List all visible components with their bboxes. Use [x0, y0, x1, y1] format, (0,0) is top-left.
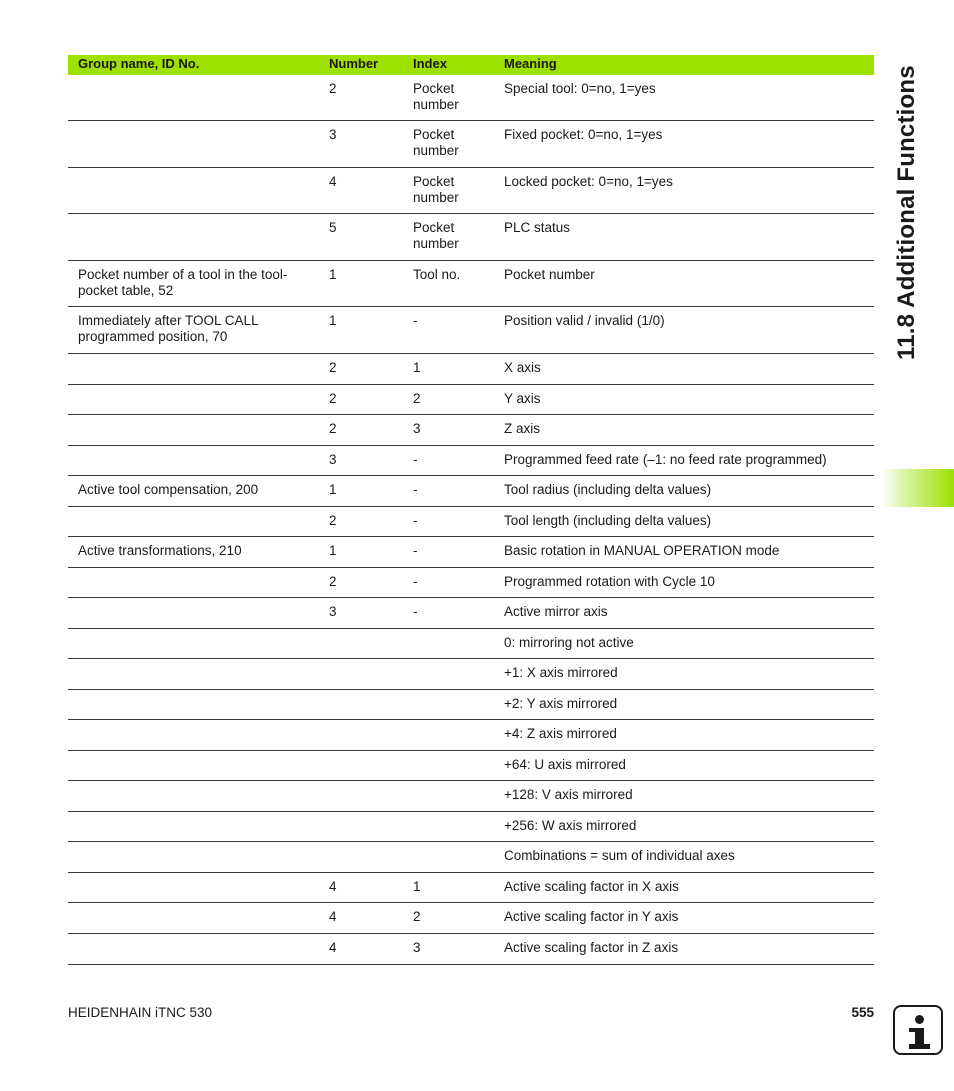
cell-meaning: +2: Y axis mirrored	[504, 696, 618, 711]
cell-number: 1	[329, 267, 337, 282]
cell-index: Pocket number	[413, 174, 459, 205]
table-row	[68, 121, 874, 168]
cell-meaning: Active scaling factor in Y axis	[504, 909, 679, 924]
table-row	[68, 903, 874, 934]
table-row	[68, 385, 874, 415]
table-body	[68, 75, 874, 965]
table-row	[68, 690, 874, 720]
cell-meaning: 0: mirroring not active	[504, 635, 634, 650]
header-number: Number	[329, 56, 379, 71]
cell-meaning: Programmed feed rate (–1: no feed rate programmed)	[504, 452, 827, 467]
table-row	[68, 629, 874, 659]
cell-index: 3	[413, 421, 421, 436]
table-row	[68, 446, 874, 476]
cell-meaning: Basic rotation in MANUAL OPERATION mode	[504, 543, 780, 558]
cell-number: 4	[329, 940, 337, 955]
cell-index: -	[413, 513, 418, 528]
cell-number: 4	[329, 879, 337, 894]
chapter-tab-marker	[882, 469, 954, 507]
cell-index: 2	[413, 909, 421, 924]
cell-index: -	[413, 482, 418, 497]
cell-meaning: +128: V axis mirrored	[504, 787, 633, 802]
table-row	[68, 214, 874, 261]
cell-number: 3	[329, 604, 337, 619]
cell-meaning: Special tool: 0=no, 1=yes	[504, 81, 656, 96]
cell-number: 1	[329, 313, 337, 328]
cell-meaning: Z axis	[504, 421, 541, 436]
table-row	[68, 537, 874, 568]
cell-number: 2	[329, 574, 337, 589]
cell-index: 1	[413, 360, 421, 375]
cell-index: 1	[413, 879, 421, 894]
cell-index: Pocket number	[413, 220, 459, 251]
header-group-name: Group name, ID No.	[78, 56, 200, 71]
header-meaning: Meaning	[504, 56, 557, 71]
footer-product: HEIDENHAIN iTNC 530	[68, 1005, 213, 1020]
cell-meaning: Locked pocket: 0=no, 1=yes	[504, 174, 673, 189]
cell-number: 2	[329, 421, 337, 436]
table-row	[68, 507, 874, 537]
table-row	[68, 781, 874, 812]
parameter-table	[68, 55, 874, 965]
cell-meaning: Y axis	[504, 391, 541, 406]
cell-number: 2	[329, 81, 337, 96]
table-row	[68, 568, 874, 598]
cell-number: 3	[329, 127, 337, 142]
cell-number: 1	[329, 482, 337, 497]
cell-index: -	[413, 574, 418, 589]
cell-number: 4	[329, 174, 337, 189]
table-row	[68, 261, 874, 307]
cell-meaning: +64: U axis mirrored	[504, 757, 626, 772]
cell-meaning: Combinations = sum of individual axes	[504, 848, 735, 863]
table-row	[68, 720, 874, 751]
cell-meaning: Active scaling factor in Z axis	[504, 940, 679, 955]
cell-index: 3	[413, 940, 421, 955]
table-row	[68, 168, 874, 214]
cell-meaning: Active scaling factor in X axis	[504, 879, 679, 894]
cell-number: 4	[329, 909, 337, 924]
cell-meaning: +4: Z axis mirrored	[504, 726, 617, 741]
cell-number: 1	[329, 543, 337, 558]
cell-group-name: Active transformations, 210	[78, 543, 242, 558]
cell-number: 5	[329, 220, 337, 235]
chapter-title-text: 11.8 Additional Functions	[893, 65, 920, 360]
cell-meaning: Tool length (including delta values)	[504, 513, 712, 528]
cell-meaning: X axis	[504, 360, 541, 375]
cell-index: -	[413, 604, 418, 619]
table-row	[68, 934, 874, 965]
cell-meaning: Tool radius (including delta values)	[504, 482, 712, 497]
cell-meaning: Programmed rotation with Cycle 10	[504, 574, 715, 589]
cell-number: 2	[329, 360, 337, 375]
table-header	[68, 55, 874, 75]
cell-index: 2	[413, 391, 421, 406]
cell-index: Pocket number	[413, 81, 459, 112]
cell-index: -	[413, 543, 418, 558]
cell-group-name: Pocket number of a tool in the tool-pocket table, 52	[78, 267, 288, 298]
table-row	[68, 873, 874, 903]
cell-number: 2	[329, 513, 337, 528]
table-row	[68, 75, 874, 121]
cell-meaning: Active mirror axis	[504, 604, 608, 619]
table-row	[68, 659, 874, 690]
cell-meaning: Pocket number	[504, 267, 595, 282]
table-row	[68, 812, 874, 842]
cell-meaning: PLC status	[504, 220, 571, 235]
table-row	[68, 307, 874, 354]
page-number: 555	[851, 1005, 874, 1020]
table-row	[68, 751, 874, 781]
cell-index: Pocket number	[413, 127, 459, 158]
table-row	[68, 476, 874, 507]
cell-index: Tool no.	[413, 267, 461, 282]
cell-index: -	[413, 452, 418, 467]
cell-group-name: Active tool compensation, 200	[78, 482, 259, 497]
cell-meaning: +1: X axis mirrored	[504, 665, 618, 680]
cell-index: -	[413, 313, 418, 328]
info-icon	[893, 1005, 943, 1055]
cell-group-name: Immediately after TOOL CALL programmed position, 70	[78, 313, 259, 344]
table-row	[68, 842, 874, 873]
cell-number: 3	[329, 452, 337, 467]
header-index: Index	[413, 56, 447, 71]
cell-meaning: Position valid / invalid (1/0)	[504, 313, 665, 328]
table-row	[68, 354, 874, 385]
cell-number: 2	[329, 391, 337, 406]
cell-meaning: Fixed pocket: 0=no, 1=yes	[504, 127, 663, 142]
table-row	[68, 415, 874, 446]
table-row	[68, 598, 874, 629]
cell-meaning: +256: W axis mirrored	[504, 818, 637, 833]
